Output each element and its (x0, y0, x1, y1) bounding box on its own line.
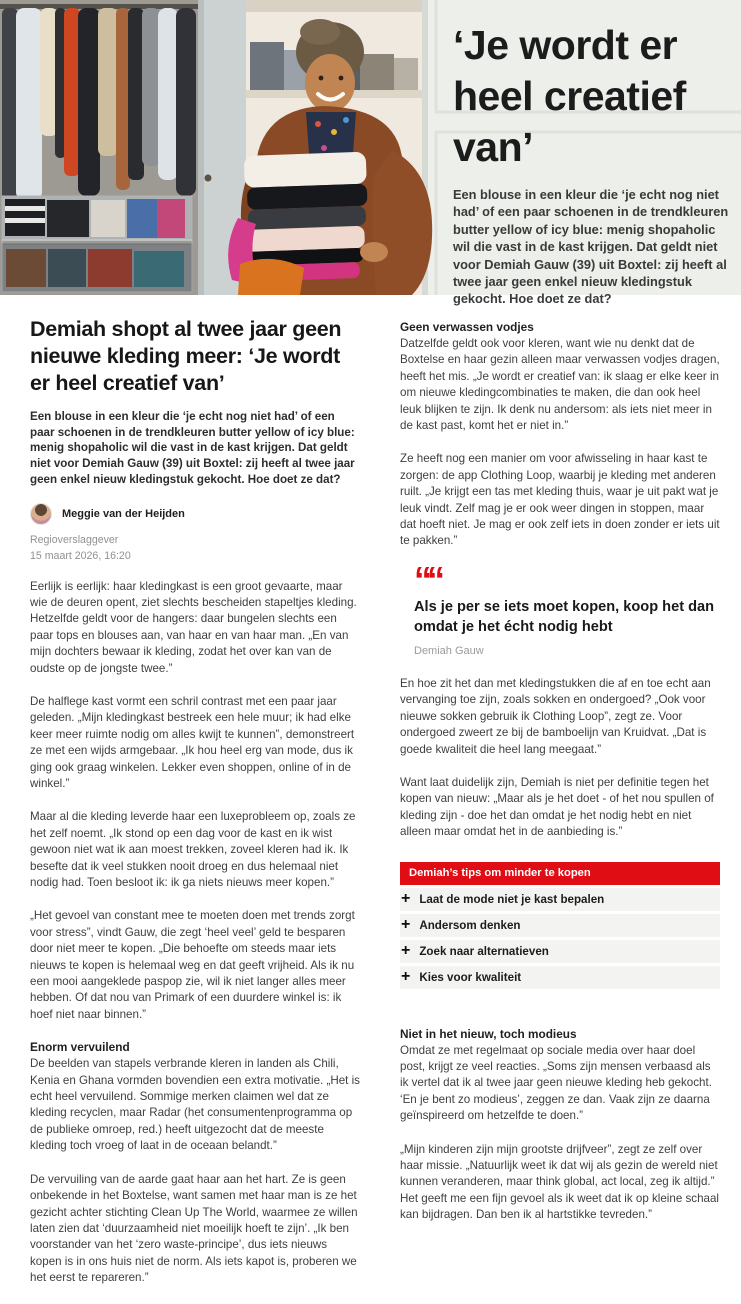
tip-item[interactable] (400, 914, 720, 937)
hero-photo (0, 0, 741, 307)
author-role: Regioverslaggever (30, 533, 119, 546)
tips-box (400, 862, 720, 989)
pull-quote-author: Demiah Gauw (414, 644, 484, 657)
paragraph: Want laat duidelijk zijn, Demiah is niet per definitie tegen het kopen van nieuw: „Maar als je het doet - of het nou spullen of kleding zijn - doe het dan omdat je het nodig hebt en niet alleen maar omdat het in de aanbieding is.” (400, 775, 714, 839)
plus-icon: + (401, 942, 411, 960)
plus-icon: + (401, 916, 411, 934)
right-column (400, 316, 720, 1304)
article-intro: Een blouse in een kleur die ‘je echt nog niet had’ of een paar schoenen in de trendkleuren butter yellow of icy blue: menig shopaholic wil die vast in de kast krijgen. Dat geldt niet voor Demiah Gauw (39) uit Boxtel: zij heeft al twee jaar geen enkel nieuw kledingstuk gekocht. Hoe doet ze dat? (30, 410, 355, 486)
tip-label: Andersom denken (419, 918, 521, 932)
tip-item[interactable] (400, 966, 720, 989)
plus-icon: + (401, 890, 411, 908)
hero-text-overlay (453, 20, 735, 308)
paragraph: Ze heeft nog een manier om voor afwisseling in haar kast te zorgen: de app Clothing Loop, waarbij je kleding met anderen ruilt. „Je krijgt een tas met kleding thuis, waar je uit pakt wat je leuk vindt. Zelf mag je er ook weer dingen in stoppen, maar dat hoeft niet. Je mag er ook zelf iets in doen zonder er iets uit te pakken.” (400, 452, 720, 548)
paragraph: Eerlijk is eerlijk: haar kledingkast is een groot gevaarte, maar wie de deuren opent, ziet slechts bescheiden stapeltjes kleding. Hetzelfde geldt voor de hangers: daar bungelen slechts een paar tops en blouses aan, van haar en van haar man. „En van mijn dochters bewaar ik kleding, zodat het over kan van de oudste op de jongste twee.” (30, 579, 357, 675)
tip-label: Zoek naar alternatieven (419, 944, 549, 958)
drawer-baskets (2, 196, 192, 292)
paragraph: Omdat ze met regelmaat op sociale media over haar doel post, krijgt ze veel reacties. „Soms zijn mensen verbaasd als ik vertel dat ik al twee jaar geen nieuwe kleding heb gekocht. ‘En je bent zo modieus’, zeggen ze dan. Vaak zijn ze daarna geïnspireerd om hetzelfde te doen.” (400, 1043, 712, 1123)
paragraph: En hoe zit het dan met kledingstukken die af en toe echt aan vervanging toe zijn, zoals sokken en ondergoed? „Ook voor nieuwe sokken gebruik ik Clothing Loop”, zegt ze. Voor ondergoed zweert ze bij de bamboelijn van Kruidvat. „Dat is goede kwaliteit die heel lang meegaat.” (400, 676, 711, 756)
paragraph: De beelden van stapels verbrande kleren in landen als Chili, Kenia en Ghana vormden bovendien een extra motivatie. „Het is echt heel vervuilend. Sommige merken claimen wel dat ze kleding recyclen, maar Radar (het consumentenprogramma op de publieke omroep, red.) heeft uitgezocht dat de meeste kleding toch vroeg of laat in de oceaan belandt.” (30, 1057, 360, 1153)
author-avatar (30, 503, 52, 525)
paragraph: De vervuiling van de aarde gaat haar aan het hart. Ze is geen onbekende in het Boxtelse, want samen met haar man is ze het gezicht achter stichting Clean Up The World, waarmee ze willen laten zien dat ‘duurzaamheid niet moeilijk hoeft te zijn’. „Ik ben voorstander van het ‘zero waste-principe’, dus iets nieuws kopen is in ons huis niet de norm. Als iets kapot is, proberen we het eerst te repareren.” (30, 1172, 358, 1285)
paragraph: „Mijn kinderen zijn mijn grootste drijfveer”, zegt ze zelf over haar missie. „Natuurlijk weet ik dat wij als gezin de wereld niet kunnen veranderen, maar think global, act local, zeg ik altijd.” Het geeft me een fijn gevoel als ik weet dat ik op kleine schaal kan bijdragen. Dan ben ik al hartstikke tevreden.” (400, 1142, 720, 1222)
section-subhead: Enorm vervuilend (30, 1040, 130, 1055)
paragraph: „Het gevoel van constant mee te moeten doen met trends zorgt voor stress”, vindt Gauw, die zegt ‘heel veel’ geld te besparen door niet meer te kopen. „Die behoefte om steeds maar iets nieuws te kopen is helemaal weg en dat geeft vrijheid. Als ik nu een mooi aangeklede paspop zie, wil ik niet langer alles meer hebben. Of dat nou van Primark of een duurdere winkel is: ik hoef niet naar binnen.” (30, 909, 355, 1021)
pull-quote-text: Als je per se iets moet kopen, koop het dan omdat je het écht nodig hebt (414, 598, 715, 635)
paragraph: De halflege kast vormt een schril contrast met een paar jaar geleden. „Mijn kledingkast bestreek een hele muur; ik had elke keer meer ruimte nodig om alles kwijt te kunnen”, demonstreert ze met een wijds armgebaar. „Ik hou heel erg van mode, dus ik ging ook graag winkelen. Lekker even shoppen, online of in de winkel.” (30, 694, 355, 790)
paragraph: Maar al die kleding leverde haar een luxeprobleem op, zoals ze het zelf noemt. „Ik stond op een dag voor de kast en ik wist gewoon niet wat ik aan moest trekken, zoveel kleren had ik. Ik besefte dat ik veel stukken nooit droeg en dus helemaal niet nodig had. Toen besloot ik: ik ga niets nieuws meer kopen.” (30, 810, 356, 890)
hero-headline: ‘Je wordt er heel creatief van’ (453, 22, 686, 170)
article-title: Demiah shopt al twee jaar geen nieuwe kleding meer: ‘Je wordt er heel creatief van’ (30, 317, 342, 395)
publish-date: 15 maart 2026, 16:20 (30, 549, 131, 562)
pull-quote (400, 558, 720, 657)
left-column (30, 316, 360, 1304)
hero-intro: Een blouse in een kleur die ‘je echt nog niet had’ of een paar schoenen in de trendkleuren butter yellow of icy blue: menig shopaholic wil die vast in de kast krijgen. Dat geldt niet voor Demiah Gauw (39) uit Boxtel: zij heeft al twee jaar geen enkel nieuw kledingstuk gekocht. Hoe doet ze dat? (453, 187, 729, 307)
tip-item[interactable] (400, 888, 720, 911)
paragraph: Datzelfde geldt ook voor kleren, want wie nu denkt dat de Boxtelse en haar gezin alleen maar verwassen vodjes dragen, heeft het mis. „Je wordt er creatief van: ik slaag er elke keer in om nieuwe kledingcombinaties te maken, die dan ook heel leuk blijken te zijn. Ik denk nu andersom: als iets niet meer in de kast past, komt het er niet in.” (400, 337, 720, 433)
section-subhead: Niet in het nieuw, toch modieus (400, 1026, 577, 1041)
quote-icon: ““ (414, 558, 440, 600)
plus-icon: + (401, 968, 411, 986)
tip-label: Kies voor kwaliteit (419, 970, 522, 984)
article-body (0, 295, 741, 1304)
tip-item[interactable] (400, 940, 720, 963)
tip-label: Laat de mode niet je kast bepalen (419, 892, 605, 906)
byline (30, 503, 360, 525)
author-name[interactable]: Meggie van der Heijden (62, 507, 185, 520)
tips-box-header: Demiah’s tips om minder te kopen (400, 862, 720, 885)
section-subhead: Geen verwassen vodjes (400, 320, 534, 334)
byline-meta (30, 532, 360, 564)
